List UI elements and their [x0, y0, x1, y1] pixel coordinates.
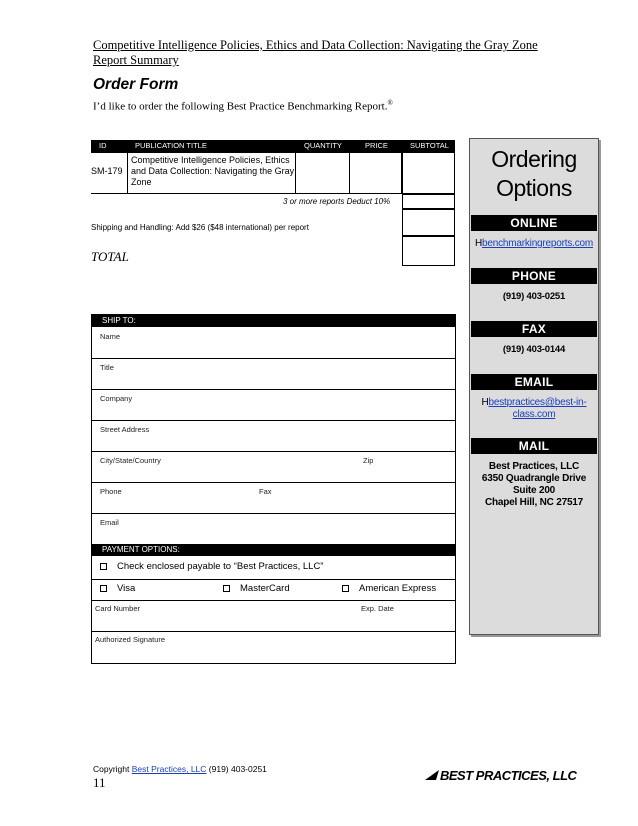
col-price-header: PRICE — [349, 140, 402, 152]
title-field[interactable]: Title — [100, 363, 114, 372]
email-link-first-line — [470, 397, 598, 409]
checkbox-icon[interactable] — [223, 585, 230, 592]
panel-title — [470, 145, 598, 203]
fax-label: FAX — [471, 321, 597, 337]
registered-mark: ® — [387, 99, 393, 107]
mail-line1: Best Practices, LLC — [488, 461, 580, 472]
logo-text: BEST PRACTICES, LLC — [440, 768, 577, 783]
shipping-cell[interactable] — [402, 209, 455, 236]
footer-copyright — [93, 764, 267, 774]
price-cell[interactable] — [349, 152, 402, 194]
name-field[interactable]: Name — [100, 332, 121, 341]
company-logo — [425, 768, 576, 783]
amex-option[interactable] — [342, 583, 436, 594]
phone-label: PHONE — [471, 268, 597, 284]
col-quantity-header: QUANTITY — [295, 140, 349, 152]
order-form — [91, 314, 456, 664]
row-title: Competitive Intelligence Policies, Ethics and Data Collection: Navigating the Gray Zone — [131, 155, 295, 187]
company-field[interactable]: Company — [100, 394, 133, 403]
visa-label: Visa — [117, 583, 136, 594]
card-number-field[interactable]: Card Number — [95, 604, 141, 613]
phone-field[interactable]: Phone — [100, 487, 122, 496]
email-link-cont[interactable]: class.com — [512, 409, 556, 420]
phone-number: (919) 403-0251 — [502, 291, 566, 302]
divider — [92, 451, 455, 452]
website-link[interactable]: benchmarkingreports.com — [482, 238, 594, 249]
divider — [92, 513, 455, 514]
fax-number: (919) 403-0144 — [502, 344, 566, 355]
checkbox-icon[interactable] — [100, 585, 107, 592]
logo-mark-icon — [425, 770, 439, 780]
footer-phone: (919) 403-0251 — [208, 764, 267, 774]
discount-cell[interactable] — [402, 194, 455, 209]
divider — [92, 358, 455, 359]
checkbox-icon[interactable] — [342, 585, 349, 592]
divider — [92, 389, 455, 390]
discount-note: 3 or more reports Deduct 10% — [283, 197, 391, 206]
panel-title-line1: Ordering — [491, 146, 577, 172]
email-prefix: H — [481, 397, 489, 408]
footer-link[interactable]: Best Practices, LLC — [131, 764, 207, 774]
intro-text — [93, 99, 393, 113]
signature-field[interactable]: Authorized Signature — [95, 635, 166, 644]
col-title-header: PUBLICATION TITLE — [127, 140, 295, 152]
mail-label: MAIL — [471, 438, 597, 454]
total-label: TOTAL — [91, 249, 129, 264]
col-id-header: ID — [91, 140, 127, 152]
ship-to-header: SHIP TO: — [92, 315, 455, 327]
street-address-field[interactable]: Street Address — [100, 425, 150, 434]
email-link-block — [470, 397, 598, 421]
mail-line4: Chapel Hill, NC 27517 — [484, 497, 584, 508]
email-link[interactable]: bestpractices@best-in- — [488, 397, 587, 408]
mail-line3: Suite 200 — [512, 485, 556, 496]
copyright-text: Copyright — [93, 764, 130, 774]
online-label: ONLINE — [471, 215, 597, 231]
mastercard-label: MasterCard — [240, 583, 290, 594]
divider — [92, 631, 455, 632]
intro-sentence: I’d like to order the following Best Practice Benchmarking Report. — [93, 100, 388, 113]
divider — [92, 600, 455, 601]
payment-options-header: PAYMENT OPTIONS: — [92, 544, 455, 556]
check-option[interactable] — [100, 561, 323, 572]
ordering-options-panel — [469, 138, 599, 635]
mail-address — [470, 461, 598, 509]
quantity-cell[interactable] — [295, 152, 349, 194]
email-label: EMAIL — [471, 374, 597, 390]
mastercard-option[interactable] — [223, 583, 290, 594]
divider — [92, 579, 455, 580]
page-title: Order Form — [93, 76, 179, 93]
shipping-note: Shipping and Handling: Add $26 ($48 international) per report — [91, 223, 309, 232]
exp-date-field[interactable]: Exp. Date — [361, 604, 394, 613]
online-prefix: H — [474, 238, 482, 249]
col-subtotal-header: SUBTOTAL — [402, 140, 455, 152]
mail-line2: 6350 Quadrangle Drive — [481, 473, 587, 484]
col-divider — [127, 152, 128, 194]
page-number: 11 — [93, 775, 106, 790]
online-link-line — [470, 238, 598, 250]
report-title-header: Competitive Intelligence Policies, Ethics and Data Collection: Navigating the Gray Zone Report Summary — [93, 38, 538, 67]
visa-option[interactable] — [100, 583, 135, 594]
panel-title-line2: Options — [496, 175, 572, 201]
amex-label: American Express — [359, 583, 437, 594]
checkbox-icon[interactable] — [100, 563, 107, 570]
divider — [92, 420, 455, 421]
city-state-country-field[interactable]: City/State/Country — [100, 456, 161, 465]
check-option-label: Check enclosed payable to “Best Practices, LLC” — [117, 561, 324, 572]
email-field[interactable]: Email — [100, 518, 119, 527]
total-cell[interactable] — [402, 236, 455, 266]
divider — [92, 482, 455, 483]
subtotal-cell[interactable] — [402, 152, 455, 194]
row-id: SM-179 — [91, 166, 123, 176]
zip-field[interactable]: Zip — [363, 456, 374, 465]
fax-field[interactable]: Fax — [259, 487, 272, 496]
